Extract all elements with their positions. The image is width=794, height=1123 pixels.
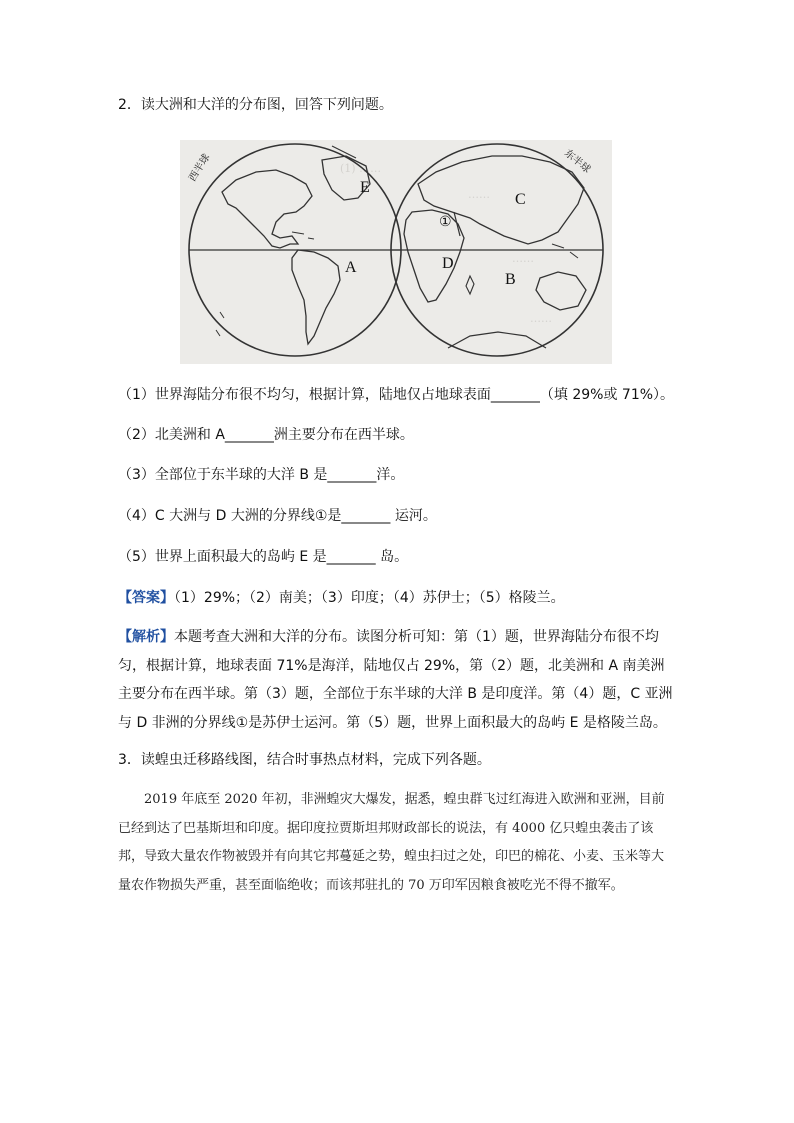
question-3-title: 3．读蝗虫迁移路线图，结合时事热点材料，完成下列各题。 — [118, 752, 491, 768]
q2-item-1: （1）世界海陆分布很不均匀，根据计算，陆地仅占地球表面_______（填 29%或 71%）。 — [118, 387, 675, 403]
q2-item-2: （2）北美洲和 A_______洲主要分布在西半球。 — [118, 427, 414, 443]
marker-e: E — [360, 179, 370, 196]
answer-label: 【答案】 — [118, 590, 174, 606]
q2-answer — [118, 588, 565, 608]
question-2-title: 2．读大洲和大洋的分布图，回答下列问题。 — [118, 97, 393, 113]
west-hemisphere-label: 西半球 — [187, 152, 213, 184]
svg-text:……: …… — [512, 252, 534, 265]
eastern-hemisphere — [391, 144, 603, 356]
q2-item-3: （3）全部位于东半球的大洋 B 是_______洋。 — [118, 467, 405, 483]
locust-material-paragraph: 2019 年底至 2020 年初，非洲蝗灾大爆发，据悉，蝗虫群飞过红海进入欧洲和亚洲，目前已经到达了巴基斯坦和印度。据印度拉贾斯坦邦财政部长的说法，有 4000 亿只蝗虫袭击了该邦，导致大量农作物被毁并有向其它邦蔓延之势，蝗虫扫过之处，印巴的棉花、小麦、玉米等大量农作物损失严重，甚至面临绝收；而该邦驻扎的 70 万印军因粮食被吃光不得不撤军。 — [118, 792, 665, 893]
western-hemisphere — [189, 144, 401, 356]
analysis-label: 【解析】 — [118, 629, 174, 645]
svg-text:(1) ……: (1) …… — [340, 162, 382, 175]
q2-analysis — [118, 623, 678, 737]
q2-item-5: （5）世界上面积最大的岛屿 E 是_______ 岛。 — [118, 549, 409, 565]
east-hemisphere-label: 东半球 — [562, 147, 593, 176]
marker-c: C — [515, 191, 526, 208]
q2-item-4: （4）C 大洲与 D 大洲的分界线①是_______ 运河。 — [118, 508, 437, 524]
continents-oceans-map — [180, 140, 612, 364]
marker-a: A — [345, 259, 357, 276]
answer-text: （1）29%；（2）南美；（3）印度；（4）苏伊士；（5）格陵兰。 — [174, 590, 565, 606]
marker-1: ① — [439, 215, 452, 230]
svg-text:……: …… — [530, 312, 552, 325]
world-hemispheres-map-image — [180, 140, 612, 364]
analysis-text: 本题考查大洲和大洋的分布。读图分析可知：第（1）题，世界海陆分布很不均匀，根据计算，地球表面 71%是海洋，陆地仅占 29%，第（2）题，北美洲和 A 南美洲主要分布在西半球。第（3）题，全部位于东半球的大洋 B 是印度洋。第（4）题，C 亚洲与 D 非洲的分界线①是苏伊士运河。第（5）题，世界上面积最大的岛屿 E 是格陵兰岛。 — [118, 629, 673, 731]
marker-b: B — [505, 271, 516, 288]
marker-d: D — [442, 255, 454, 272]
svg-text:……: …… — [468, 188, 490, 201]
